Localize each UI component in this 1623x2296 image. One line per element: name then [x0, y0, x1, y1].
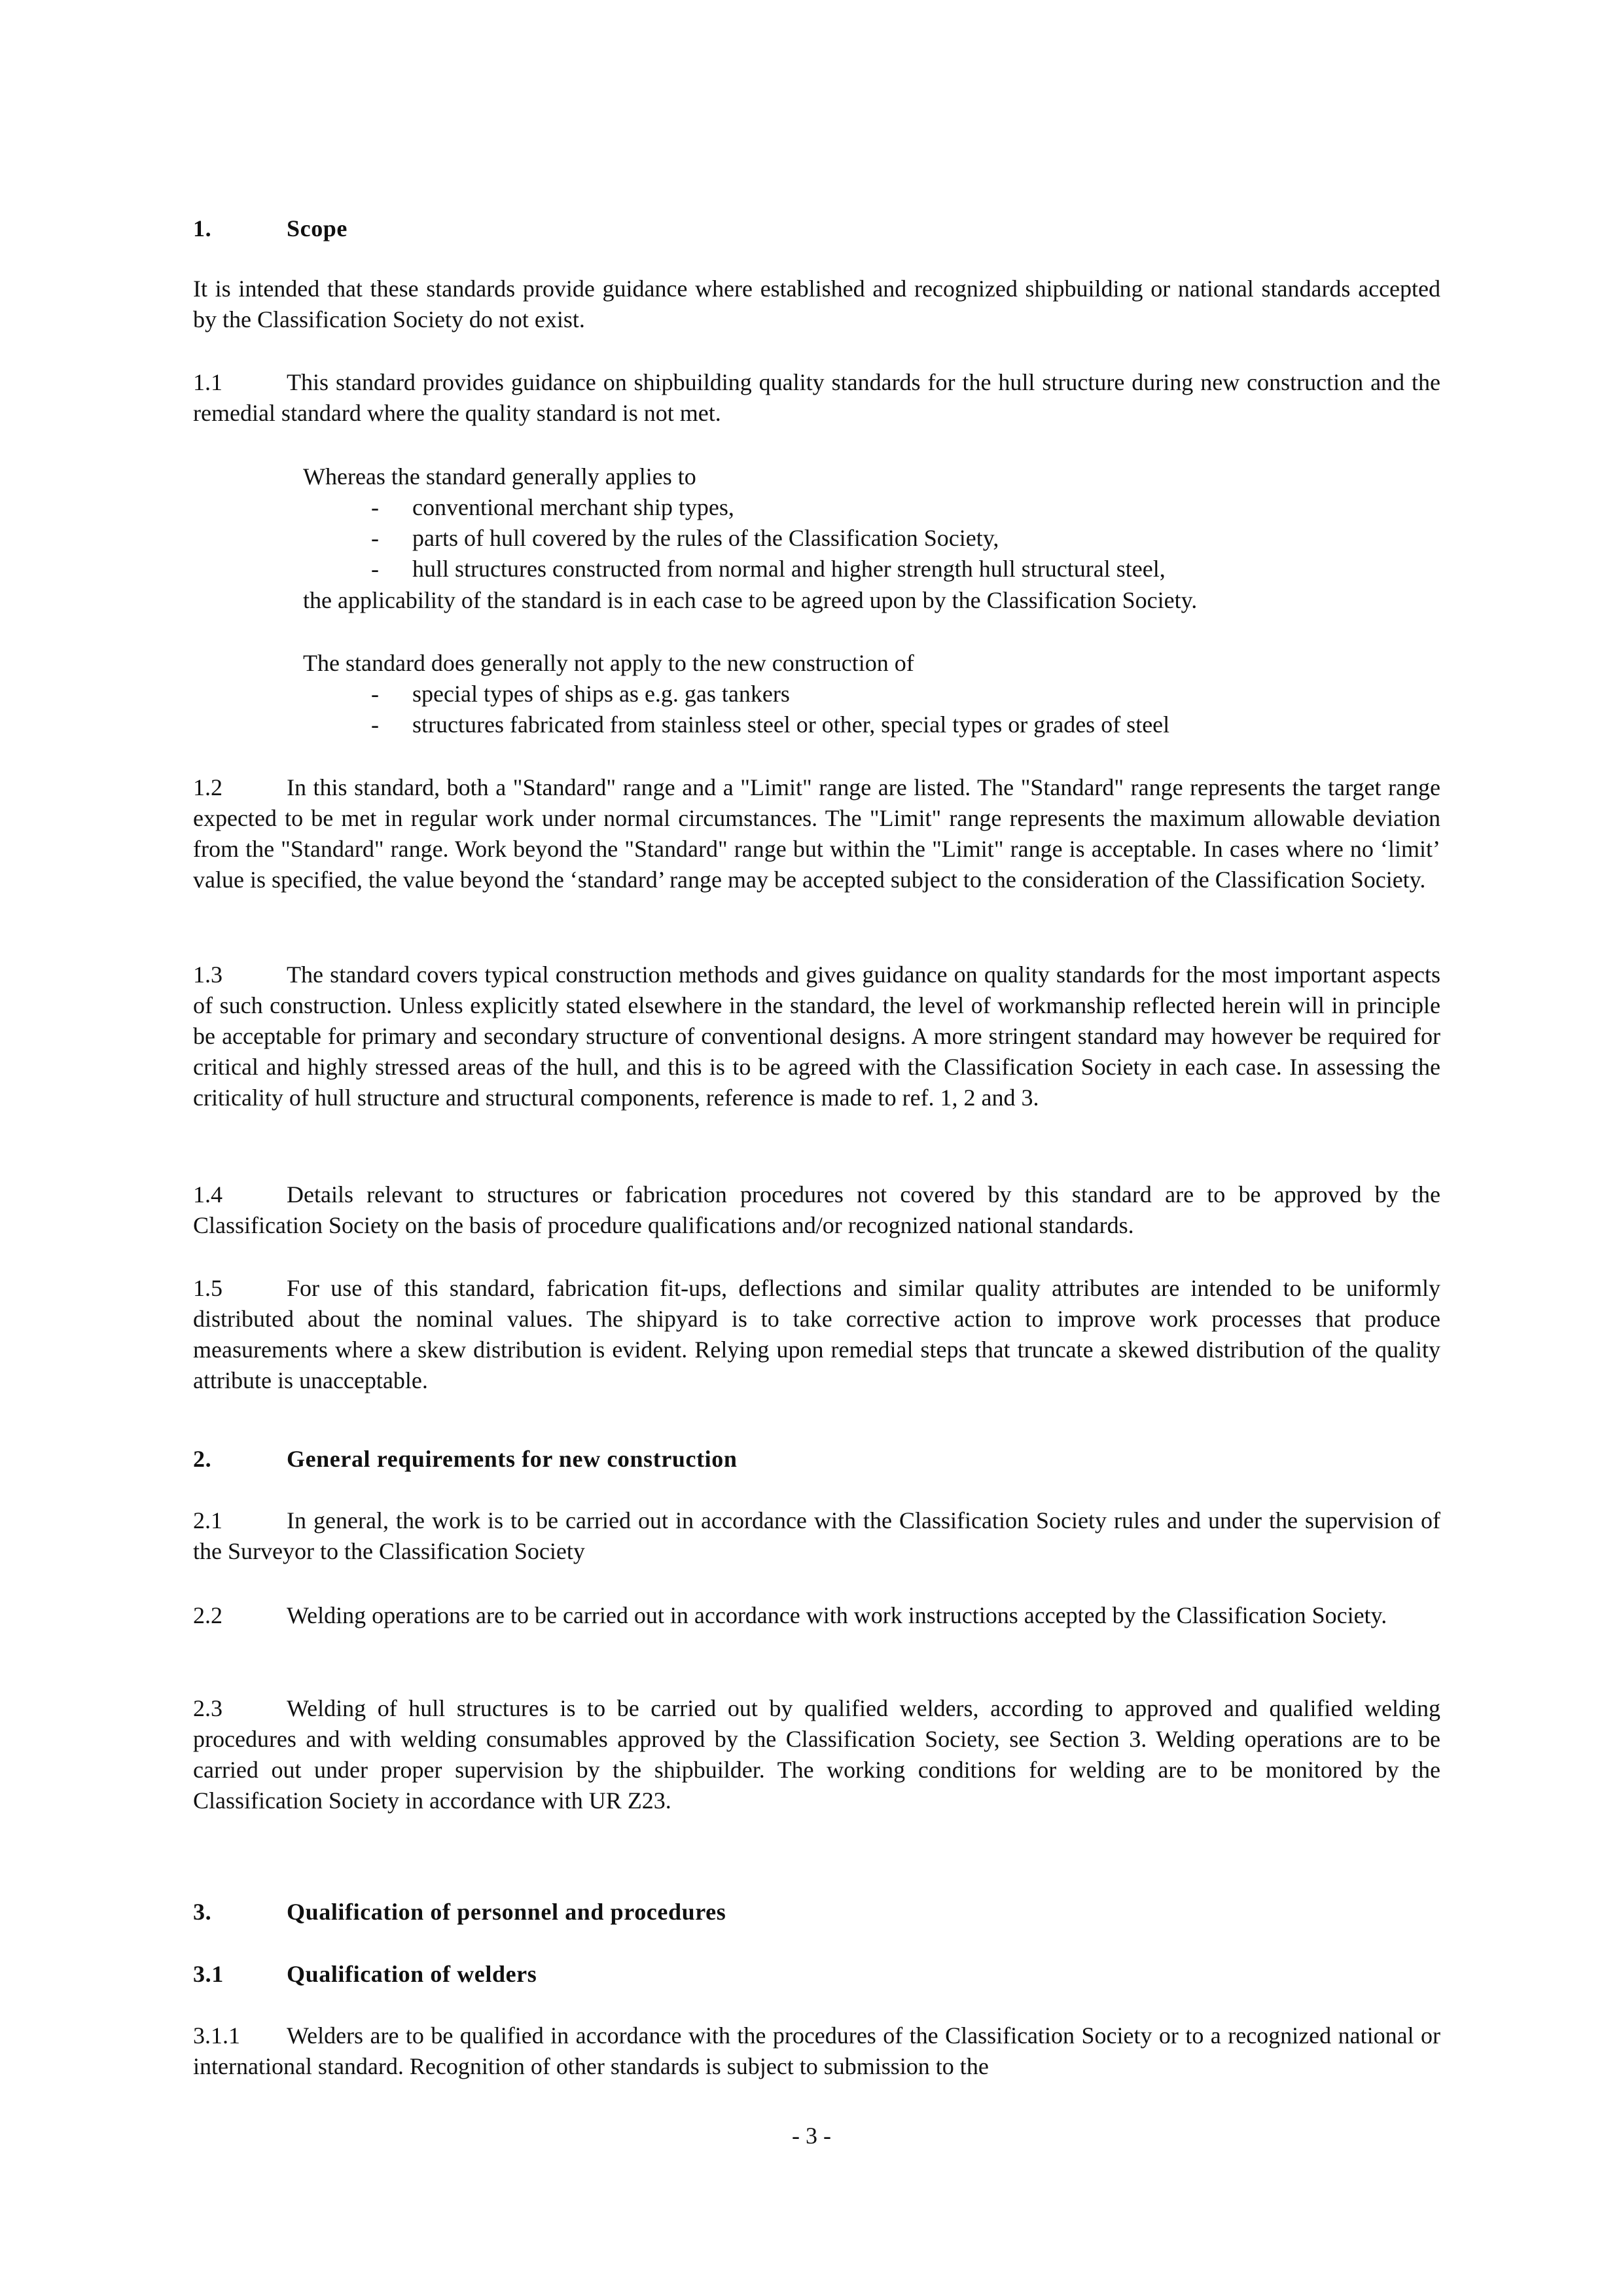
section-2-heading	[193, 1444, 738, 1475]
paragraph-number: 1.4	[193, 1181, 223, 1208]
paragraph-1-5	[193, 1273, 1440, 1396]
not-apply-block	[303, 648, 1442, 740]
section-1-heading	[193, 213, 348, 244]
paragraph-1-4	[193, 1179, 1440, 1241]
not-apply-lead: The standard does generally not apply to the new construction of	[303, 650, 914, 676]
paragraph-number: 3.1.1	[193, 2022, 240, 2049]
paragraph-2-3	[193, 1693, 1440, 1816]
applies-to-block	[303, 461, 1442, 584]
paragraph-text: In this standard, both a "Standard" range and a "Limit" range are listed. The "Standard" range represents the target range expected to be met in regular work under normal circumstances. The "Limit" range represents the maximum allowable deviation from the "Standard" range. Work beyond the "Standard" range but within the "Limit" range is acceptable. In cases where no ‘limit’ value is specified, the value beyond the ‘standard’ range may be accepted subject to the consideration of the Classification Society.	[193, 774, 1440, 893]
paragraph-text: Welding operations are to be carried out in accordance with work instructions accepted by the Classification Society.	[287, 1602, 1387, 1628]
paragraph-text: For use of this standard, fabrication fit-ups, deflections and similar quality attributes are intended to be uniformly distributed about the nominal values. The shipyard is to take corrective action to improve work processes that produce measurements where a skew distribution is evident. Relying upon remedial steps that truncate a skewed distribution of the quality attribute is unacceptable.	[193, 1275, 1440, 1393]
list-item: - parts of hull covered by the rules of the Classification Society,	[371, 525, 999, 551]
paragraph-number: 1.3	[193, 961, 223, 988]
section-3-heading	[193, 1897, 726, 1928]
section-number: 3.1	[193, 1961, 224, 1987]
paragraph-text: Details relevant to structures or fabrication procedures not covered by this standard are to be approved by the Classification Society on the basis of procedure qualifications and/or recognized national standards.	[193, 1181, 1440, 1238]
paragraph-text: Welders are to be qualified in accordance with the procedures of the Classification Society or to a recognized national or international standard. Recognition of other standards is subject to submission to the	[193, 2022, 1440, 2079]
section-number: 3.	[193, 1899, 212, 1925]
paragraph-2-2	[193, 1600, 1440, 1631]
list-item: - conventional merchant ship types,	[371, 494, 734, 520]
paragraph-number: 1.1	[193, 369, 223, 395]
paragraph-number: 2.3	[193, 1695, 223, 1721]
applies-lead: Whereas the standard generally applies to	[303, 463, 696, 490]
applies-tail: the applicability of the standard is in each case to be agreed upon by the Classification Society.	[303, 587, 1198, 613]
section-number: 2.	[193, 1446, 212, 1472]
paragraph-1-1	[193, 367, 1440, 429]
paragraph-number: 1.5	[193, 1275, 223, 1301]
paragraph-2-1	[193, 1505, 1440, 1567]
paragraph-1-3	[193, 960, 1440, 1113]
paragraph-number: 2.2	[193, 1602, 223, 1628]
section-title: Scope	[287, 215, 348, 242]
paragraph-text: The standard covers typical construction methods and gives guidance on quality standards for the most important aspects of such construction. Unless explicitly stated elsewhere in the standard, the level of workmanship reflected herein will in principle be acceptable for primary and secondary structure of conventional designs. A more stringent standard may however be required for critical and highly stressed areas of the hull, and this is to be agreed with the Classification Society in each case. In assessing the criticality of hull structure and structural components, reference is made to ref. 1, 2 and 3.	[193, 961, 1440, 1111]
page-number: - 3 -	[792, 2123, 831, 2149]
section-title: Qualification of welders	[287, 1961, 537, 1987]
paragraph-number: 1.2	[193, 774, 223, 800]
paragraph-text: In general, the work is to be carried out in accordance with the Classification Society rules and under the supervision of the Surveyor to the Classification Society	[193, 1507, 1440, 1564]
paragraph-text: This standard provides guidance on shipbuilding quality standards for the hull structure during new construction and the remedial standard where the quality standard is not met.	[193, 369, 1440, 426]
list-item: - hull structures constructed from normal and higher strength hull structural steel,	[371, 556, 1166, 582]
section-title: Qualification of personnel and procedures	[287, 1899, 726, 1925]
scope-intro-paragraph: It is intended that these standards provide guidance where established and recognized shipbuilding or national standards accepted by the Classification Society do not exist.	[193, 276, 1440, 332]
section-title: General requirements for new construction	[287, 1446, 738, 1472]
paragraph-3-1-1	[193, 2020, 1440, 2082]
applies-list	[303, 492, 1442, 584]
list-item: - special types of ships as e.g. gas tankers	[371, 681, 790, 707]
section-number: 1.	[193, 215, 212, 242]
paragraph-text: Welding of hull structures is to be carried out by qualified welders, according to approved and qualified welding procedures and with welding consumables approved by the Classification Society, see Section 3. Welding operations are to be carried out under proper supervision by the shipbuilder. The working conditions for welding are to be monitored by the Classification Society in accordance with UR Z23.	[193, 1695, 1440, 1814]
paragraph-number: 2.1	[193, 1507, 223, 1534]
list-item: - structures fabricated from stainless steel or other, special types or grades of steel	[371, 711, 1170, 738]
subsection-3-1-heading	[193, 1959, 537, 1990]
paragraph-1-2	[193, 772, 1440, 895]
not-apply-list	[303, 679, 1442, 740]
